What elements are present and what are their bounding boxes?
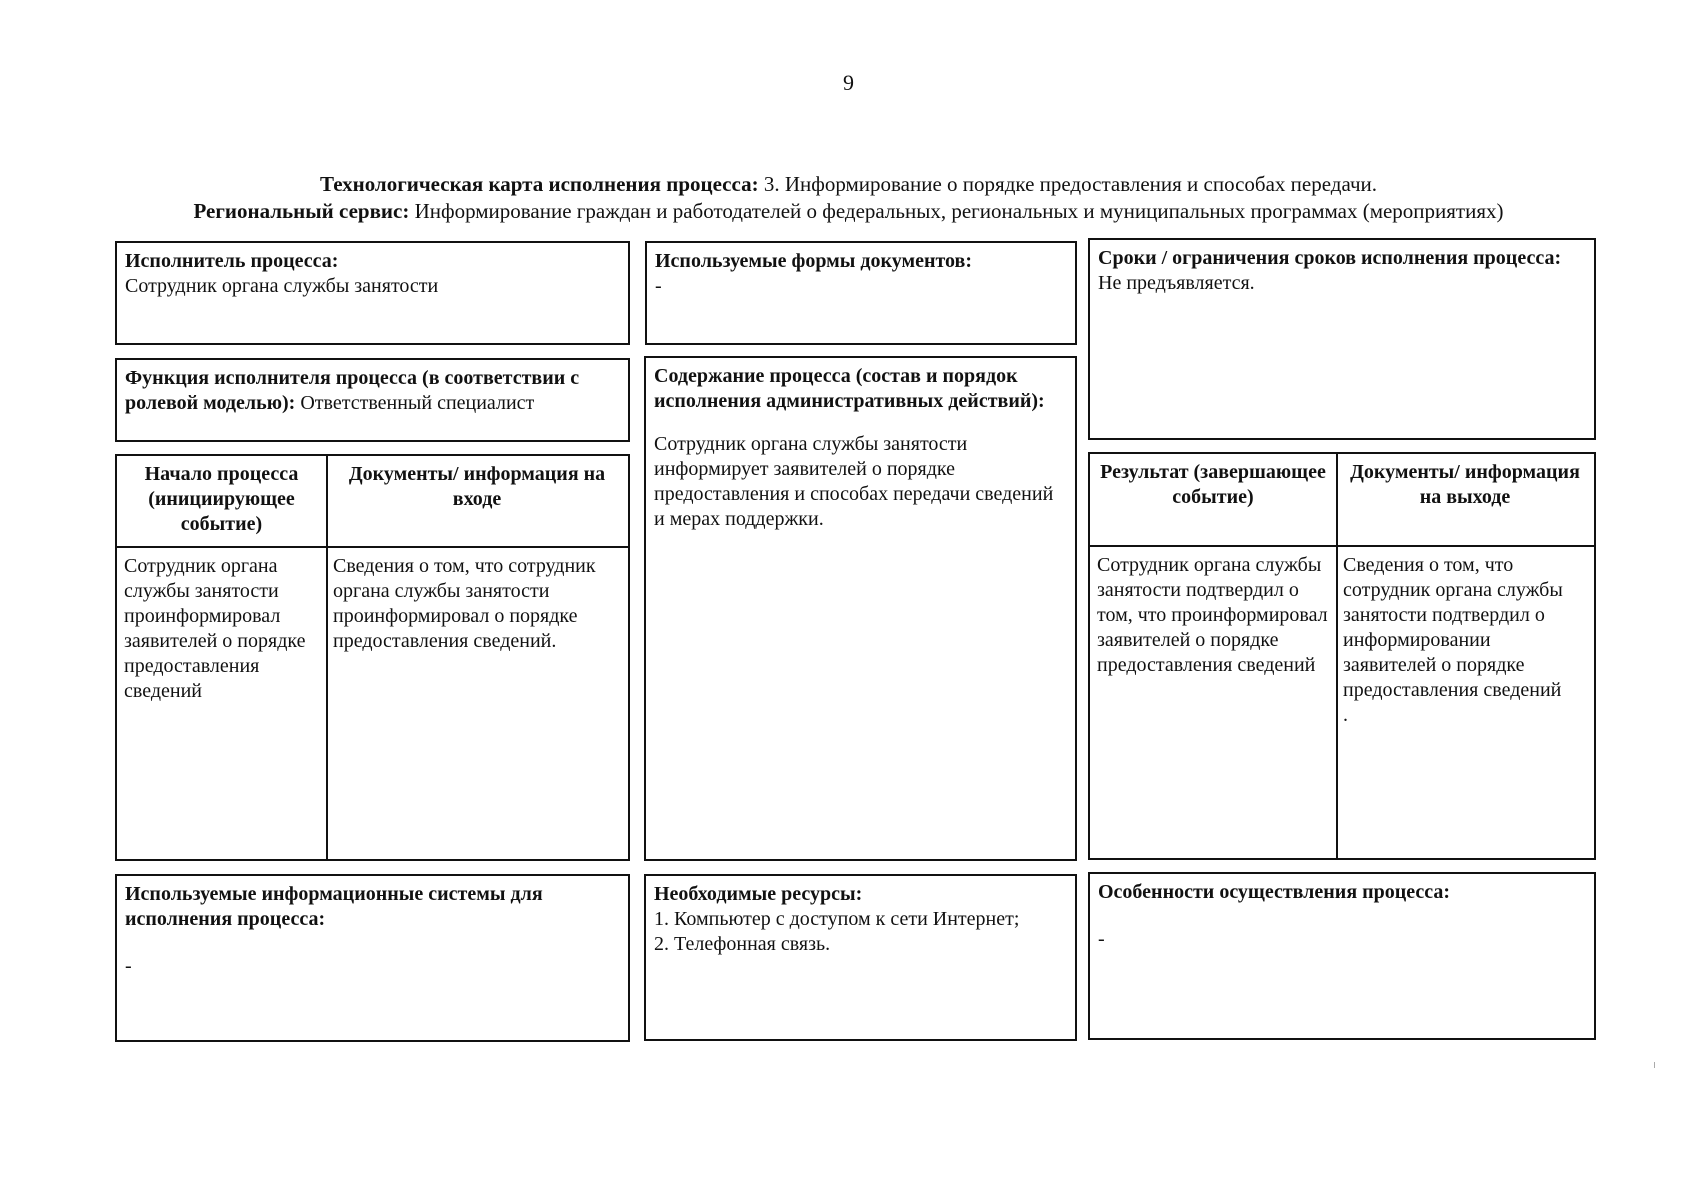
scan-mark	[1654, 1062, 1655, 1068]
executor-box	[115, 241, 630, 345]
content-box	[644, 356, 1077, 861]
deadlines-box	[1088, 238, 1596, 440]
start-col1-value: Сотрудник органа службы занятости проинформировал заявителей о порядке предоставления сведений	[124, 555, 306, 702]
header-line-1-text: 3. Информирование о порядке предоставления и способах передачи.	[758, 172, 1377, 196]
features-title: Особенности осуществления процесса:	[1098, 881, 1451, 903]
resources-item-2: 2. Телефонная связь.	[654, 933, 831, 955]
result-table	[1088, 452, 1596, 860]
function-title: Функция исполнителя процесса (в соответствии с ролевой моделью):	[125, 367, 580, 414]
content-value: Сотрудник органа службы занятости информирует заявителей о порядке предоставления и способах передачи сведений и мерах поддержки.	[654, 433, 1054, 530]
result-col2-text: Сведения о том, что сотрудник органа службы занятости подтвердил о информировании заявителей о порядке предоставления сведений	[1343, 554, 1563, 701]
features-box	[1088, 872, 1596, 1040]
function-value: Ответственный специалист	[295, 392, 535, 414]
result-col2-trailing: .	[1343, 704, 1348, 726]
result-col2-header: Документы/ информация на выходе	[1350, 461, 1580, 508]
header-line-1	[60, 172, 1637, 197]
function-box	[115, 358, 630, 442]
resources-title: Необходимые ресурсы:	[654, 883, 863, 905]
resources-item-1: 1. Компьютер с доступом к сети Интернет;	[654, 908, 1020, 930]
header-line-1-label: Технологическая карта исполнения процесса:	[319, 172, 759, 196]
deadlines-title: Сроки / ограничения сроков исполнения процесса:	[1098, 247, 1562, 269]
start-col2-header: Документы/ информация на входе	[348, 463, 606, 510]
forms-title: Используемые формы документов:	[655, 250, 973, 272]
info-systems-value: -	[125, 955, 132, 977]
result-col1-value: Сотрудник органа службы занятости подтвердил о том, что проинформировал заявителей о порядке предоставления сведений	[1097, 554, 1328, 676]
header-line-2	[60, 199, 1637, 224]
start-col2-value: Сведения о том, что сотрудник органа службы занятости проинформировал о порядке предоставления сведений.	[333, 555, 596, 652]
features-value: -	[1098, 928, 1105, 950]
start-col1-header: Начало процесса (инициирующее событие)	[144, 463, 299, 535]
forms-box	[645, 241, 1077, 345]
executor-title: Исполнитель процесса:	[125, 250, 339, 272]
resources-box	[644, 874, 1077, 1041]
page-number: 9	[843, 70, 854, 95]
deadlines-value: Не предъявляется.	[1098, 272, 1255, 294]
forms-value: -	[655, 275, 662, 297]
info-systems-box	[115, 874, 630, 1042]
start-table	[115, 454, 630, 861]
header-line-2-label: Региональный сервис:	[193, 199, 410, 223]
result-col2-value	[1336, 547, 1594, 734]
info-systems-title: Используемые информационные системы для исполнения процесса:	[125, 883, 543, 930]
executor-value: Сотрудник органа службы занятости	[125, 275, 439, 297]
result-col1-header: Результат (завершающее событие)	[1100, 461, 1326, 508]
content-title: Содержание процесса (состав и порядок исполнения административных действий):	[654, 365, 1045, 412]
header-line-2-text: Информирование граждан и работодателей о федеральных, региональных и муниципальных программах (мероприятиях)	[409, 199, 1504, 223]
